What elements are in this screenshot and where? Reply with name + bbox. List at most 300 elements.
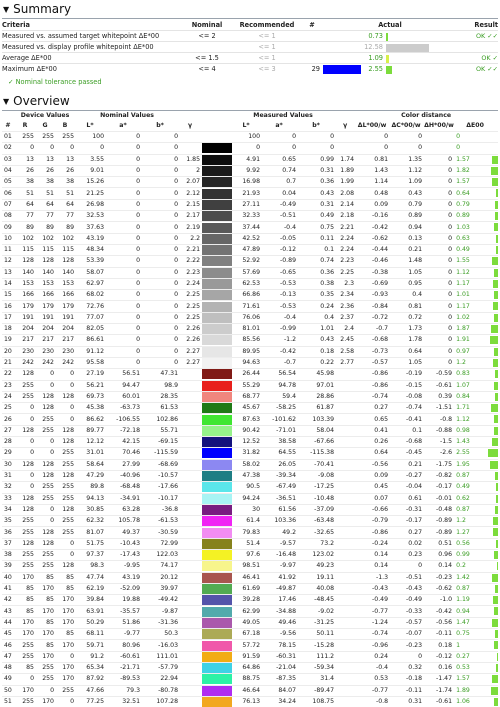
table-cell xyxy=(180,403,202,414)
table-cell: 179 xyxy=(16,301,36,312)
table-cell: 0 xyxy=(424,346,454,357)
table-row xyxy=(2,651,498,662)
table-cell: 0 xyxy=(106,267,142,278)
table-cell: 34 xyxy=(2,504,16,515)
summary-row xyxy=(2,42,498,53)
table-cell: 36 xyxy=(2,527,16,538)
color-swatch-cell xyxy=(202,357,232,368)
table-cell: 204 xyxy=(56,324,76,335)
table-cell: 128 xyxy=(36,459,56,470)
delta-e-bar xyxy=(494,641,498,649)
table-cell: 0.48 xyxy=(356,188,390,199)
delta-e-cell xyxy=(454,301,498,312)
table-cell: -0.56 xyxy=(424,617,454,628)
recommended-cell: <= 1 xyxy=(232,42,302,53)
table-cell: 49.37 xyxy=(106,527,142,538)
color-swatch xyxy=(202,200,232,210)
color-swatch xyxy=(202,471,232,481)
table-cell xyxy=(336,516,356,527)
table-cell: 115 xyxy=(36,244,56,255)
table-cell: 30 xyxy=(232,504,262,515)
table-cell xyxy=(180,448,202,459)
color-swatch-cell xyxy=(202,629,232,640)
table-cell xyxy=(336,640,356,651)
delta-e-cell xyxy=(454,143,498,154)
actual-value: 0.73 xyxy=(362,31,386,42)
table-cell: 80.96 xyxy=(106,640,142,651)
table-cell: 170 xyxy=(56,640,76,651)
color-swatch-cell xyxy=(202,538,232,549)
table-cell: 128 xyxy=(16,538,36,549)
table-cell: 64 xyxy=(16,199,36,210)
delta-e-bar xyxy=(492,178,498,186)
table-cell: 1.73 xyxy=(390,324,424,335)
color-swatch-cell xyxy=(202,211,232,222)
table-cell: 0.13 xyxy=(390,233,424,244)
table-cell: 2.19 xyxy=(180,222,202,233)
delta-e-value: 0.49 xyxy=(456,246,470,254)
table-cell: -0.38 xyxy=(356,267,390,278)
table-cell: 85 xyxy=(56,583,76,594)
table-cell: -0.12 xyxy=(262,244,298,255)
table-cell: 2.23 xyxy=(336,256,356,267)
delta-e-bar xyxy=(494,291,498,299)
table-cell: 1.05 xyxy=(390,267,424,278)
table-cell xyxy=(180,651,202,662)
result-cell: OK ✓✓ xyxy=(458,31,498,42)
table-cell: 0.35 xyxy=(298,290,336,301)
table-cell: 0.1 xyxy=(298,244,336,255)
table-cell xyxy=(336,482,356,493)
table-cell: 26.44 xyxy=(232,369,262,380)
table-cell xyxy=(424,143,454,154)
summary-header[interactable] xyxy=(0,0,500,18)
delta-e-cell xyxy=(454,132,498,143)
table-cell: 108.75 xyxy=(298,696,336,707)
table-cell: -0.19 xyxy=(390,369,424,380)
table-row xyxy=(2,233,498,244)
table-cell: 67.18 xyxy=(232,629,262,640)
table-row xyxy=(2,516,498,527)
table-cell: -0.8 xyxy=(424,414,454,425)
table-cell: 0 xyxy=(16,403,36,414)
table-cell: 0 xyxy=(424,256,454,267)
table-cell: -0.89 xyxy=(262,256,298,267)
table-cell: 58.04 xyxy=(298,425,336,436)
table-row xyxy=(2,301,498,312)
table-cell: -72.18 xyxy=(106,425,142,436)
table-cell: 89.8 xyxy=(76,482,106,493)
color-swatch-cell xyxy=(202,143,232,154)
table-cell: 38 xyxy=(2,549,16,560)
table-cell: 31 xyxy=(2,470,16,481)
color-swatch xyxy=(323,65,361,74)
table-cell: 0 xyxy=(36,516,56,527)
table-cell: 0.96 xyxy=(424,549,454,560)
delta-e-cell xyxy=(454,380,498,391)
table-cell xyxy=(180,380,202,391)
color-swatch xyxy=(202,448,232,458)
delta-e-cell xyxy=(454,233,498,244)
delta-e-bar xyxy=(494,348,498,356)
delta-e-value: 1.55 xyxy=(456,257,470,265)
recommended-cell: <= 1 xyxy=(232,31,302,42)
table-cell: -89.53 xyxy=(106,674,142,685)
table-cell: 30 xyxy=(2,459,16,470)
color-swatch xyxy=(202,460,232,470)
table-cell: 0 xyxy=(106,177,142,188)
table-cell: 170 xyxy=(16,629,36,640)
number-cell xyxy=(302,53,322,64)
table-row xyxy=(2,696,498,707)
column-header: ΔE00 xyxy=(466,122,484,129)
table-cell: 42 xyxy=(2,595,16,606)
delta-e-bar xyxy=(495,393,498,401)
table-cell: 63.28 xyxy=(106,504,142,515)
table-row xyxy=(2,629,498,640)
table-cell: 39.84 xyxy=(76,595,106,606)
color-swatch xyxy=(202,358,232,368)
table-cell: 62.32 xyxy=(76,516,106,527)
table-cell: -0.53 xyxy=(262,301,298,312)
table-cell: 15 xyxy=(2,290,16,301)
table-cell: 79.3 xyxy=(106,685,142,696)
table-cell: 21.25 xyxy=(76,188,106,199)
table-cell: 0 xyxy=(142,357,180,368)
collapse-triangle-icon[interactable]: ▼ xyxy=(3,4,10,14)
delta-e-value: 0.99 xyxy=(456,551,470,559)
table-cell: 35 xyxy=(2,516,16,527)
color-swatch xyxy=(202,674,232,684)
table-row xyxy=(2,482,498,493)
delta-e-bar xyxy=(491,325,498,333)
table-cell: 128 xyxy=(56,256,76,267)
table-cell: 56.51 xyxy=(106,369,142,380)
result-cell xyxy=(458,42,498,53)
delta-e-bar xyxy=(495,212,499,220)
table-cell: 61.56 xyxy=(262,504,298,515)
color-swatch xyxy=(202,505,232,515)
table-cell: 255 xyxy=(56,527,76,538)
table-cell: -30.59 xyxy=(142,527,180,538)
table-cell: 0 xyxy=(424,233,454,244)
table-cell: 41.92 xyxy=(262,572,298,583)
delta-e-value: 1.03 xyxy=(456,223,470,231)
table-cell: 46.41 xyxy=(232,572,262,583)
table-cell: 0 xyxy=(56,696,76,707)
table-cell: 0 xyxy=(106,278,142,289)
table-cell: 2.25 xyxy=(180,290,202,301)
table-cell: 0 xyxy=(424,312,454,323)
delta-e-cell xyxy=(454,369,498,380)
table-cell: 0.24 xyxy=(356,651,390,662)
criteria-cell: Maximum ΔE*00 xyxy=(2,64,182,75)
table-cell: 91.12 xyxy=(76,346,106,357)
table-cell: 0 xyxy=(424,335,454,346)
table-cell: -40.96 xyxy=(106,470,142,481)
column-header: b* xyxy=(156,122,164,129)
delta-e-value: 1.27 xyxy=(456,528,470,536)
table-cell: 49.23 xyxy=(298,561,336,572)
table-cell: 2.34 xyxy=(336,290,356,301)
table-cell: 128 xyxy=(56,470,76,481)
table-cell: 77.25 xyxy=(76,696,106,707)
table-cell: 191 xyxy=(36,312,56,323)
color-swatch xyxy=(202,516,232,526)
table-cell: 0 xyxy=(424,244,454,255)
color-swatch-cell xyxy=(202,132,232,143)
actual-bar-cell xyxy=(386,42,458,53)
table-cell: 1.14 xyxy=(356,177,390,188)
table-cell: -0.62 xyxy=(424,583,454,594)
table-cell: 0 xyxy=(142,154,180,165)
table-cell xyxy=(336,414,356,425)
table-cell: 31.01 xyxy=(76,448,106,459)
delta-e-bar xyxy=(496,540,498,548)
delta-e-cell xyxy=(454,583,498,594)
table-cell: -57.79 xyxy=(142,662,180,673)
table-cell: 255 xyxy=(36,674,56,685)
table-row xyxy=(2,527,498,538)
table-cell: 170 xyxy=(36,606,56,617)
table-cell: -0.31 xyxy=(390,504,424,515)
table-row xyxy=(2,583,498,594)
delta-e-value: 1.57 xyxy=(456,178,470,186)
table-cell: 0 xyxy=(106,199,142,210)
table-cell: 51.4 xyxy=(232,538,262,549)
collapse-triangle-icon[interactable]: ▼ xyxy=(3,96,10,106)
table-cell: 0 xyxy=(36,380,56,391)
delta-e-bar xyxy=(496,235,499,243)
table-cell xyxy=(180,617,202,628)
table-cell: 0 xyxy=(298,143,336,154)
color-swatch-cell xyxy=(202,346,232,357)
table-cell: 0 xyxy=(424,357,454,368)
table-cell: 0.74 xyxy=(262,165,298,176)
table-cell: 2.24 xyxy=(180,278,202,289)
table-cell: 115 xyxy=(16,244,36,255)
overview-header[interactable] xyxy=(0,92,500,110)
table-cell: 74.17 xyxy=(142,561,180,572)
table-cell: 0 xyxy=(56,414,76,425)
table-cell: -0.88 xyxy=(424,425,454,436)
table-cell: -70.41 xyxy=(298,459,336,470)
table-cell: -10.17 xyxy=(142,493,180,504)
table-cell: 1.89 xyxy=(336,165,356,176)
table-cell: 128 xyxy=(56,561,76,572)
table-cell: 94.13 xyxy=(76,493,106,504)
table-cell: 91.59 xyxy=(232,651,262,662)
color-swatch xyxy=(202,584,232,594)
device-values-header: Device Values xyxy=(20,112,70,119)
table-cell: 100 xyxy=(76,132,106,143)
table-cell: -49.42 xyxy=(142,595,180,606)
table-cell: 98.3 xyxy=(76,561,106,572)
table-cell: -0.65 xyxy=(262,267,298,278)
table-cell: 0 xyxy=(106,222,142,233)
table-cell: 0.23 xyxy=(390,549,424,560)
table-cell: -67.66 xyxy=(298,437,336,448)
delta-e-value: 1.07 xyxy=(456,381,470,389)
table-row xyxy=(2,256,498,267)
result-cell: OK ✓✓ xyxy=(458,64,498,75)
table-cell: 0.41 xyxy=(356,425,390,436)
delta-e-value: 1.95 xyxy=(456,460,470,468)
table-cell xyxy=(336,549,356,560)
table-cell: 0 xyxy=(106,301,142,312)
table-cell xyxy=(336,606,356,617)
table-cell: 47.74 xyxy=(76,572,106,583)
delta-e-cell xyxy=(454,527,498,538)
table-cell: 52.92 xyxy=(232,256,262,267)
table-cell: 49.2 xyxy=(262,527,298,538)
table-cell: 17 xyxy=(2,312,16,323)
delta-e-value: 0.53 xyxy=(456,664,470,672)
table-cell: 0.21 xyxy=(390,244,424,255)
color-swatch xyxy=(202,369,232,379)
table-cell: 79.83 xyxy=(232,527,262,538)
color-swatch xyxy=(202,494,232,504)
color-swatch xyxy=(202,392,232,402)
table-cell: -0.07 xyxy=(390,629,424,640)
table-row xyxy=(2,324,498,335)
table-cell: 20.12 xyxy=(142,572,180,583)
table-cell: 0.22 xyxy=(298,357,336,368)
table-cell: 0.14 xyxy=(424,561,454,572)
table-cell xyxy=(336,403,356,414)
table-cell: 07 xyxy=(2,199,16,210)
table-row xyxy=(2,403,498,414)
delta-e-value: 0.62 xyxy=(456,494,470,502)
table-cell: -52.09 xyxy=(106,583,142,594)
table-cell: -0.69 xyxy=(356,278,390,289)
table-cell: 255 xyxy=(36,132,56,143)
table-cell xyxy=(180,470,202,481)
table-cell xyxy=(180,629,202,640)
table-cell: 0 xyxy=(106,188,142,199)
table-cell: 32.53 xyxy=(76,211,106,222)
column-header: a* xyxy=(119,122,127,129)
table-cell: 0 xyxy=(106,154,142,165)
table-cell: 85 xyxy=(36,572,56,583)
table-cell: 2.24 xyxy=(336,233,356,244)
color-swatch xyxy=(202,143,232,153)
delta-e-bar xyxy=(493,596,498,604)
color-swatch xyxy=(202,573,232,583)
color-distance-header: Color distance xyxy=(401,112,452,119)
table-cell: 103.39 xyxy=(298,414,336,425)
table-row xyxy=(2,617,498,628)
column-header: ΔH*00/w xyxy=(424,122,454,129)
table-row xyxy=(2,662,498,673)
table-cell: 84.07 xyxy=(262,685,298,696)
table-cell: 89.77 xyxy=(76,425,106,436)
table-cell: 0 xyxy=(424,290,454,301)
table-cell xyxy=(336,651,356,662)
table-cell: 2.17 xyxy=(180,211,202,222)
table-cell: 0 xyxy=(36,448,56,459)
table-cell: 2.21 xyxy=(180,244,202,255)
table-row xyxy=(2,470,498,481)
color-swatch xyxy=(202,482,232,492)
table-cell: 0.31 xyxy=(298,199,336,210)
table-cell: 39 xyxy=(2,561,16,572)
delta-e-bar xyxy=(491,167,498,175)
table-cell: 23 xyxy=(2,380,16,391)
table-cell: 09 xyxy=(2,222,16,233)
table-cell: 255 xyxy=(56,482,76,493)
table-cell: -1.5 xyxy=(424,437,454,448)
table-cell xyxy=(180,561,202,572)
table-cell: 255 xyxy=(16,527,36,538)
table-cell: -0.04 xyxy=(390,482,424,493)
color-swatch-cell xyxy=(202,369,232,380)
column-header: R xyxy=(22,122,28,129)
delta-e-cell xyxy=(454,278,498,289)
delta-e-value: 1.2 xyxy=(456,359,466,367)
table-cell: -1.74 xyxy=(424,685,454,696)
table-cell: 38.58 xyxy=(262,437,298,448)
color-swatch xyxy=(202,403,232,413)
summary-table xyxy=(2,19,498,74)
table-cell: 38 xyxy=(56,177,76,188)
swatch-cell xyxy=(322,42,362,53)
summary-title: Summary xyxy=(13,2,72,16)
delta-e-cell xyxy=(454,244,498,255)
delta-e-cell xyxy=(454,549,498,560)
table-cell: 0.36 xyxy=(298,267,336,278)
table-cell: -32.65 xyxy=(298,527,336,538)
color-swatch-cell xyxy=(202,617,232,628)
table-cell: 128 xyxy=(36,527,56,538)
hash-header: # xyxy=(309,20,315,29)
delta-e-value: 1.06 xyxy=(456,697,470,705)
color-swatch-cell xyxy=(202,448,232,459)
table-cell: -0.82 xyxy=(424,470,454,481)
table-cell: 59.4 xyxy=(262,391,298,402)
delta-e-value: 1.12 xyxy=(456,415,470,423)
table-cell: 217 xyxy=(36,335,56,346)
table-cell: -9.97 xyxy=(262,561,298,572)
table-cell: 0.21 xyxy=(390,459,424,470)
table-cell xyxy=(336,437,356,448)
table-cell: 0.65 xyxy=(262,154,298,165)
table-cell: 0.27 xyxy=(390,527,424,538)
table-cell: -0.4 xyxy=(262,222,298,233)
color-swatch-cell xyxy=(202,267,232,278)
table-cell: 0 xyxy=(36,143,56,154)
table-cell: 58.64 xyxy=(76,459,106,470)
delta-e-cell xyxy=(454,403,498,414)
table-cell: 2.23 xyxy=(180,267,202,278)
color-swatch-cell xyxy=(202,324,232,335)
table-cell: 61.87 xyxy=(298,403,336,414)
table-cell: 0 xyxy=(16,674,36,685)
table-cell: 0 xyxy=(106,346,142,357)
table-cell: 33 xyxy=(2,493,16,504)
table-cell: 19.88 xyxy=(106,595,142,606)
table-cell: 1.74 xyxy=(336,154,356,165)
color-swatch-cell xyxy=(202,470,232,481)
table-cell: 2.25 xyxy=(336,267,356,278)
table-cell: 255 xyxy=(36,482,56,493)
table-cell: 0 xyxy=(142,222,180,233)
table-cell: -0.23 xyxy=(390,640,424,651)
actual-value: 1.09 xyxy=(362,53,386,64)
table-cell: 0 xyxy=(262,143,298,154)
table-cell: 0.14 xyxy=(356,561,390,572)
delta-e-value: 0.79 xyxy=(456,200,470,208)
